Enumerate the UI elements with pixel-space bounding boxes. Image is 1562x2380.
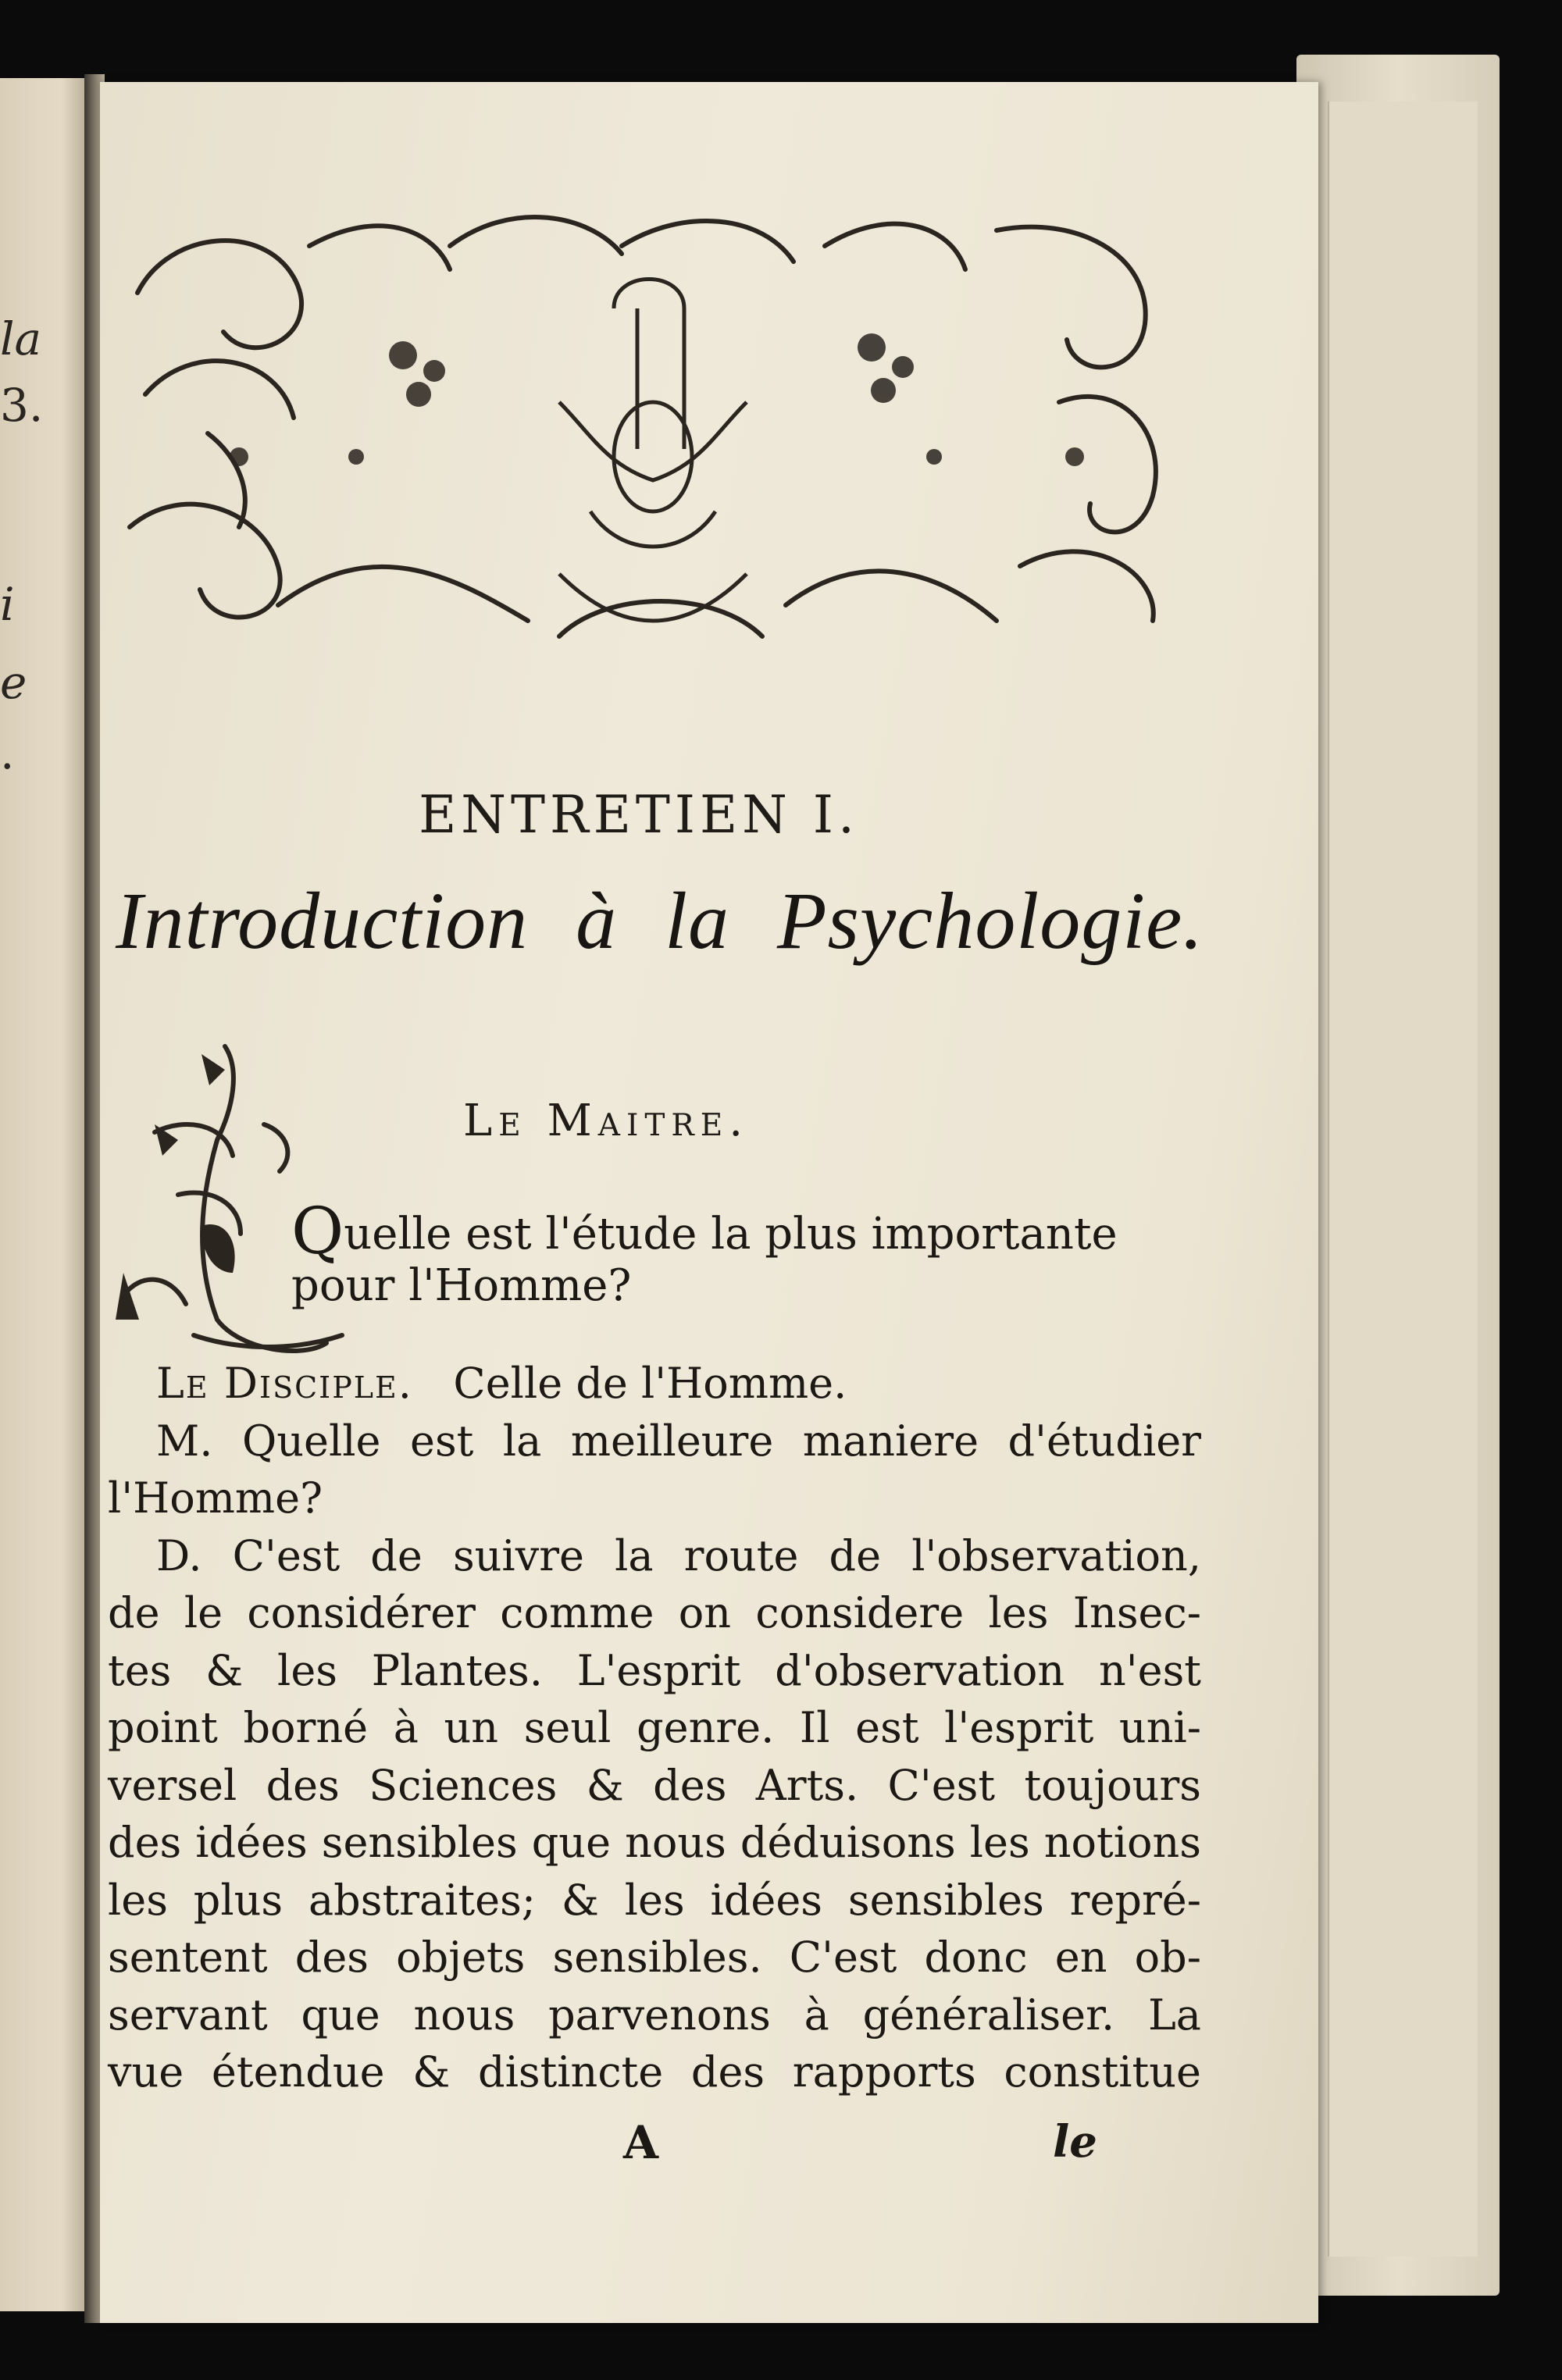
body-line: des idées sensibles que nous déduisons les notions xyxy=(108,1818,1201,1867)
opening-line xyxy=(291,1260,1205,1312)
body-line: servant que nous parvenons à généraliser. La xyxy=(108,1990,1201,2040)
left-facing-page xyxy=(0,78,87,2311)
opening-line-text: pour l'Homme? xyxy=(291,1260,632,1311)
subtitle-word: la xyxy=(665,876,729,966)
speaker-label: Le Maitre. xyxy=(463,1096,750,1146)
body-line: vue étendue & distincte des rapports constitue xyxy=(108,2047,1201,2097)
body-line: D. C'est de suivre la route de l'observation, xyxy=(156,1530,1201,1580)
left-page-fragment: e xyxy=(0,656,27,709)
body-line-text: Celle de l'Homme. xyxy=(453,1359,847,1408)
chapter-subtitle xyxy=(116,875,1209,967)
opening-line-text: uelle est l'étude la plus importante xyxy=(344,1209,1118,1259)
body-line: de le considérer comme on considere les Insec- xyxy=(108,1588,1201,1637)
body-line: l'Homme? xyxy=(108,1473,323,1523)
body-line: tes & les Plantes. L'esprit d'observation n'est xyxy=(108,1645,1201,1695)
signature-mark: A xyxy=(623,2116,659,2169)
initial-letter: Q xyxy=(291,1195,344,1269)
speaker-prefix: Le Disciple. xyxy=(156,1359,413,1408)
catchword: le xyxy=(1053,2116,1097,2168)
left-page-fragment: la xyxy=(0,312,42,365)
book-page xyxy=(100,82,1318,2323)
opening-question xyxy=(291,1195,1205,1312)
left-page-fragment: i xyxy=(0,578,15,631)
left-page-fragment: 3. xyxy=(0,379,44,432)
body-line: versel des Sciences & des Arts. C'est toujours xyxy=(108,1760,1201,1810)
opening-line xyxy=(291,1195,1205,1269)
subtitle-word: Introduction xyxy=(116,876,529,966)
body-line: M. Quelle est la meilleure maniere d'étudier xyxy=(156,1416,1201,1466)
body-line xyxy=(108,1355,1201,1413)
body-line: les plus abstraites; & les idées sensibles repré- xyxy=(108,1875,1201,1925)
subtitle-word: Psychologie. xyxy=(777,876,1204,966)
chapter-heading: ENTRETIEN I. xyxy=(419,785,859,845)
headpiece-ornament xyxy=(122,199,1184,699)
body-line: sentent des objets sensibles. C'est donc en ob- xyxy=(108,1933,1201,1982)
subtitle-word: à xyxy=(576,876,618,966)
underlying-page-edge xyxy=(1328,102,1478,2257)
body-line: point borné à un seul genre. Il est l'esprit uni- xyxy=(108,1703,1201,1752)
left-page-fragment: . xyxy=(0,726,15,779)
dialogue-body xyxy=(108,1355,1201,2101)
